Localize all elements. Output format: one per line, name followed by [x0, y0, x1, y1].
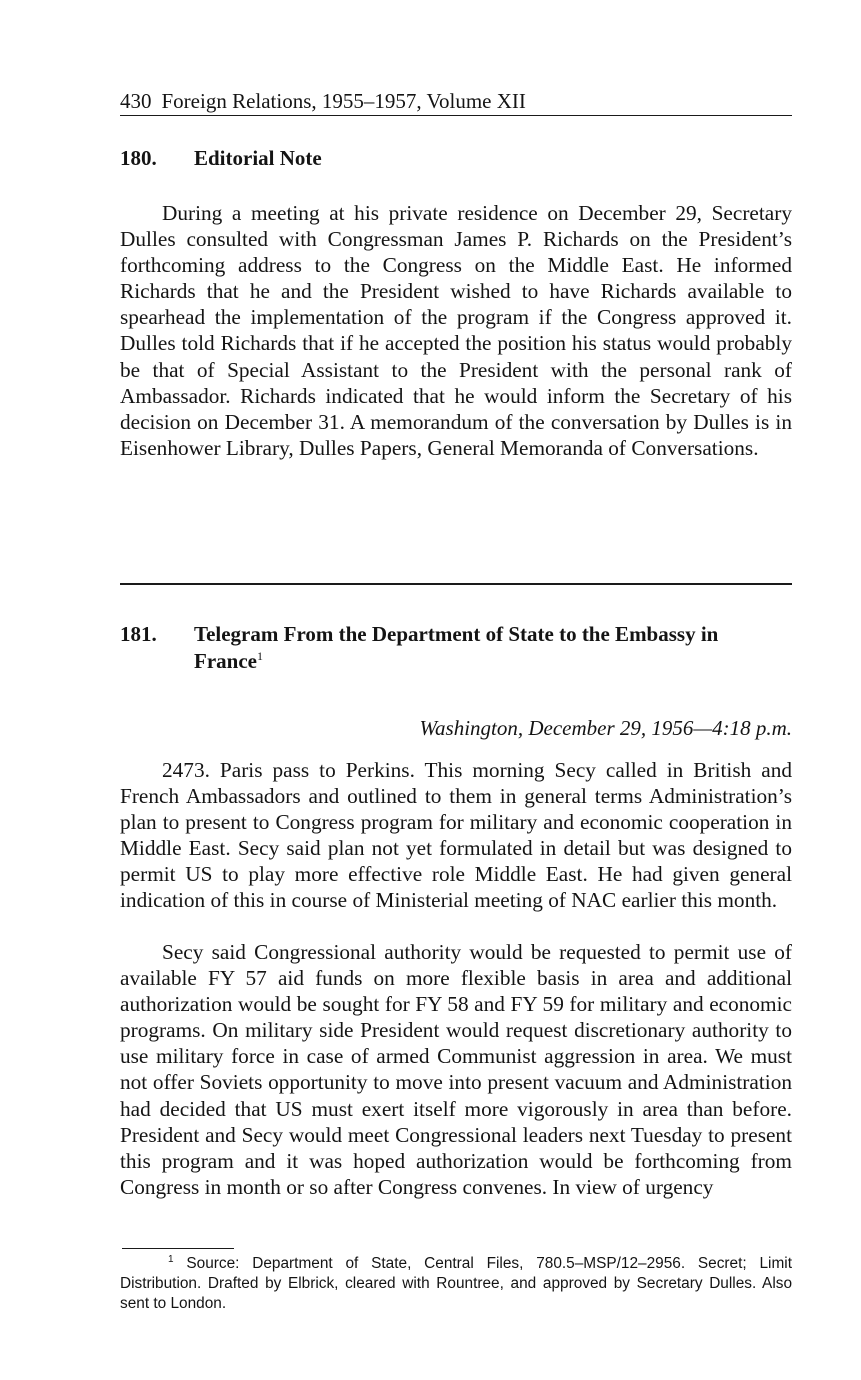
footnote-text: Source: Department of State, Central Files, 780.5–MSP/12–2956. Secret; Limit Distribution. Drafted by Elbrick, cleared with Rountree, and approved by Secretary Dulles. Also sent to London.: [120, 1255, 792, 1312]
doc-180-title: Editorial Note: [194, 146, 322, 170]
footnote-marker: 1: [168, 1253, 174, 1265]
section-divider: [120, 583, 792, 585]
doc-180-number: 180.: [120, 146, 157, 170]
volume-title: Foreign Relations, 1955–1957, Volume XII: [161, 89, 526, 113]
doc-181-number: 181.: [120, 622, 157, 646]
running-head: [120, 88, 792, 116]
footnote: [120, 1254, 792, 1314]
doc-181-dateline: Washington, December 29, 1956—4:18 p.m.: [419, 716, 792, 740]
page-number: 430: [120, 89, 152, 113]
doc-181-footnote-ref[interactable]: 1: [256, 649, 263, 663]
doc-181-paragraph-2: Secy said Congressional authority would be requested to permit use of available FY 57 aid funds on more flexible basis in area and additional authorization would be sought for FY 58 and FY 59 for military and economic programs. On military side President would request discretionary authority to use military force in case of armed Communist aggression in area. We must not offer Soviets opportunity to move into present vacuum and Administration had decided that US must exert itself more vigorously in area than before. President and Secy would meet Congressional leaders next Tuesday to present this program and it was hoped authorization would be forthcoming from Congress in month or so after Congress convenes. In view of urgency: [120, 940, 792, 1199]
doc-180-heading: [120, 145, 792, 172]
footnote-rule: [122, 1248, 234, 1249]
doc-181-heading: [120, 621, 792, 675]
doc-180-paragraph: During a meeting at his private residence on December 29, Secretary Dulles consulted with Congressman James P. Richards on the President’s forthcoming address to the Congress on the Middle East. He informed Richards that he and the President wished to have Richards available to spearhead the implementation of the program if the Congress approved it. Dulles told Richards that if he accepted the position his status would probably be that of Special Assistant to the President with the personal rank of Ambassador. Richards indicated that he would inform the Secretary of his decision on December 31. A memorandum of the conversation by Dulles is in Eisenhower Library, Dulles Papers, General Memoranda of Conversations.: [120, 201, 792, 460]
doc-181-paragraph-1: 2473. Paris pass to Perkins. This morning Secy called in British and French Ambassadors and outlined to them in general terms Administration’s plan to present to Congress program for military and economic cooperation in Middle East. Secy said plan not yet formulated in detail but was designed to permit US to play more effective role Middle East. He had given general indication of this in course of Ministerial meeting of NAC earlier this month.: [120, 758, 792, 913]
doc-181-title: Telegram From the Department of State to the Embassy in France: [194, 622, 719, 673]
